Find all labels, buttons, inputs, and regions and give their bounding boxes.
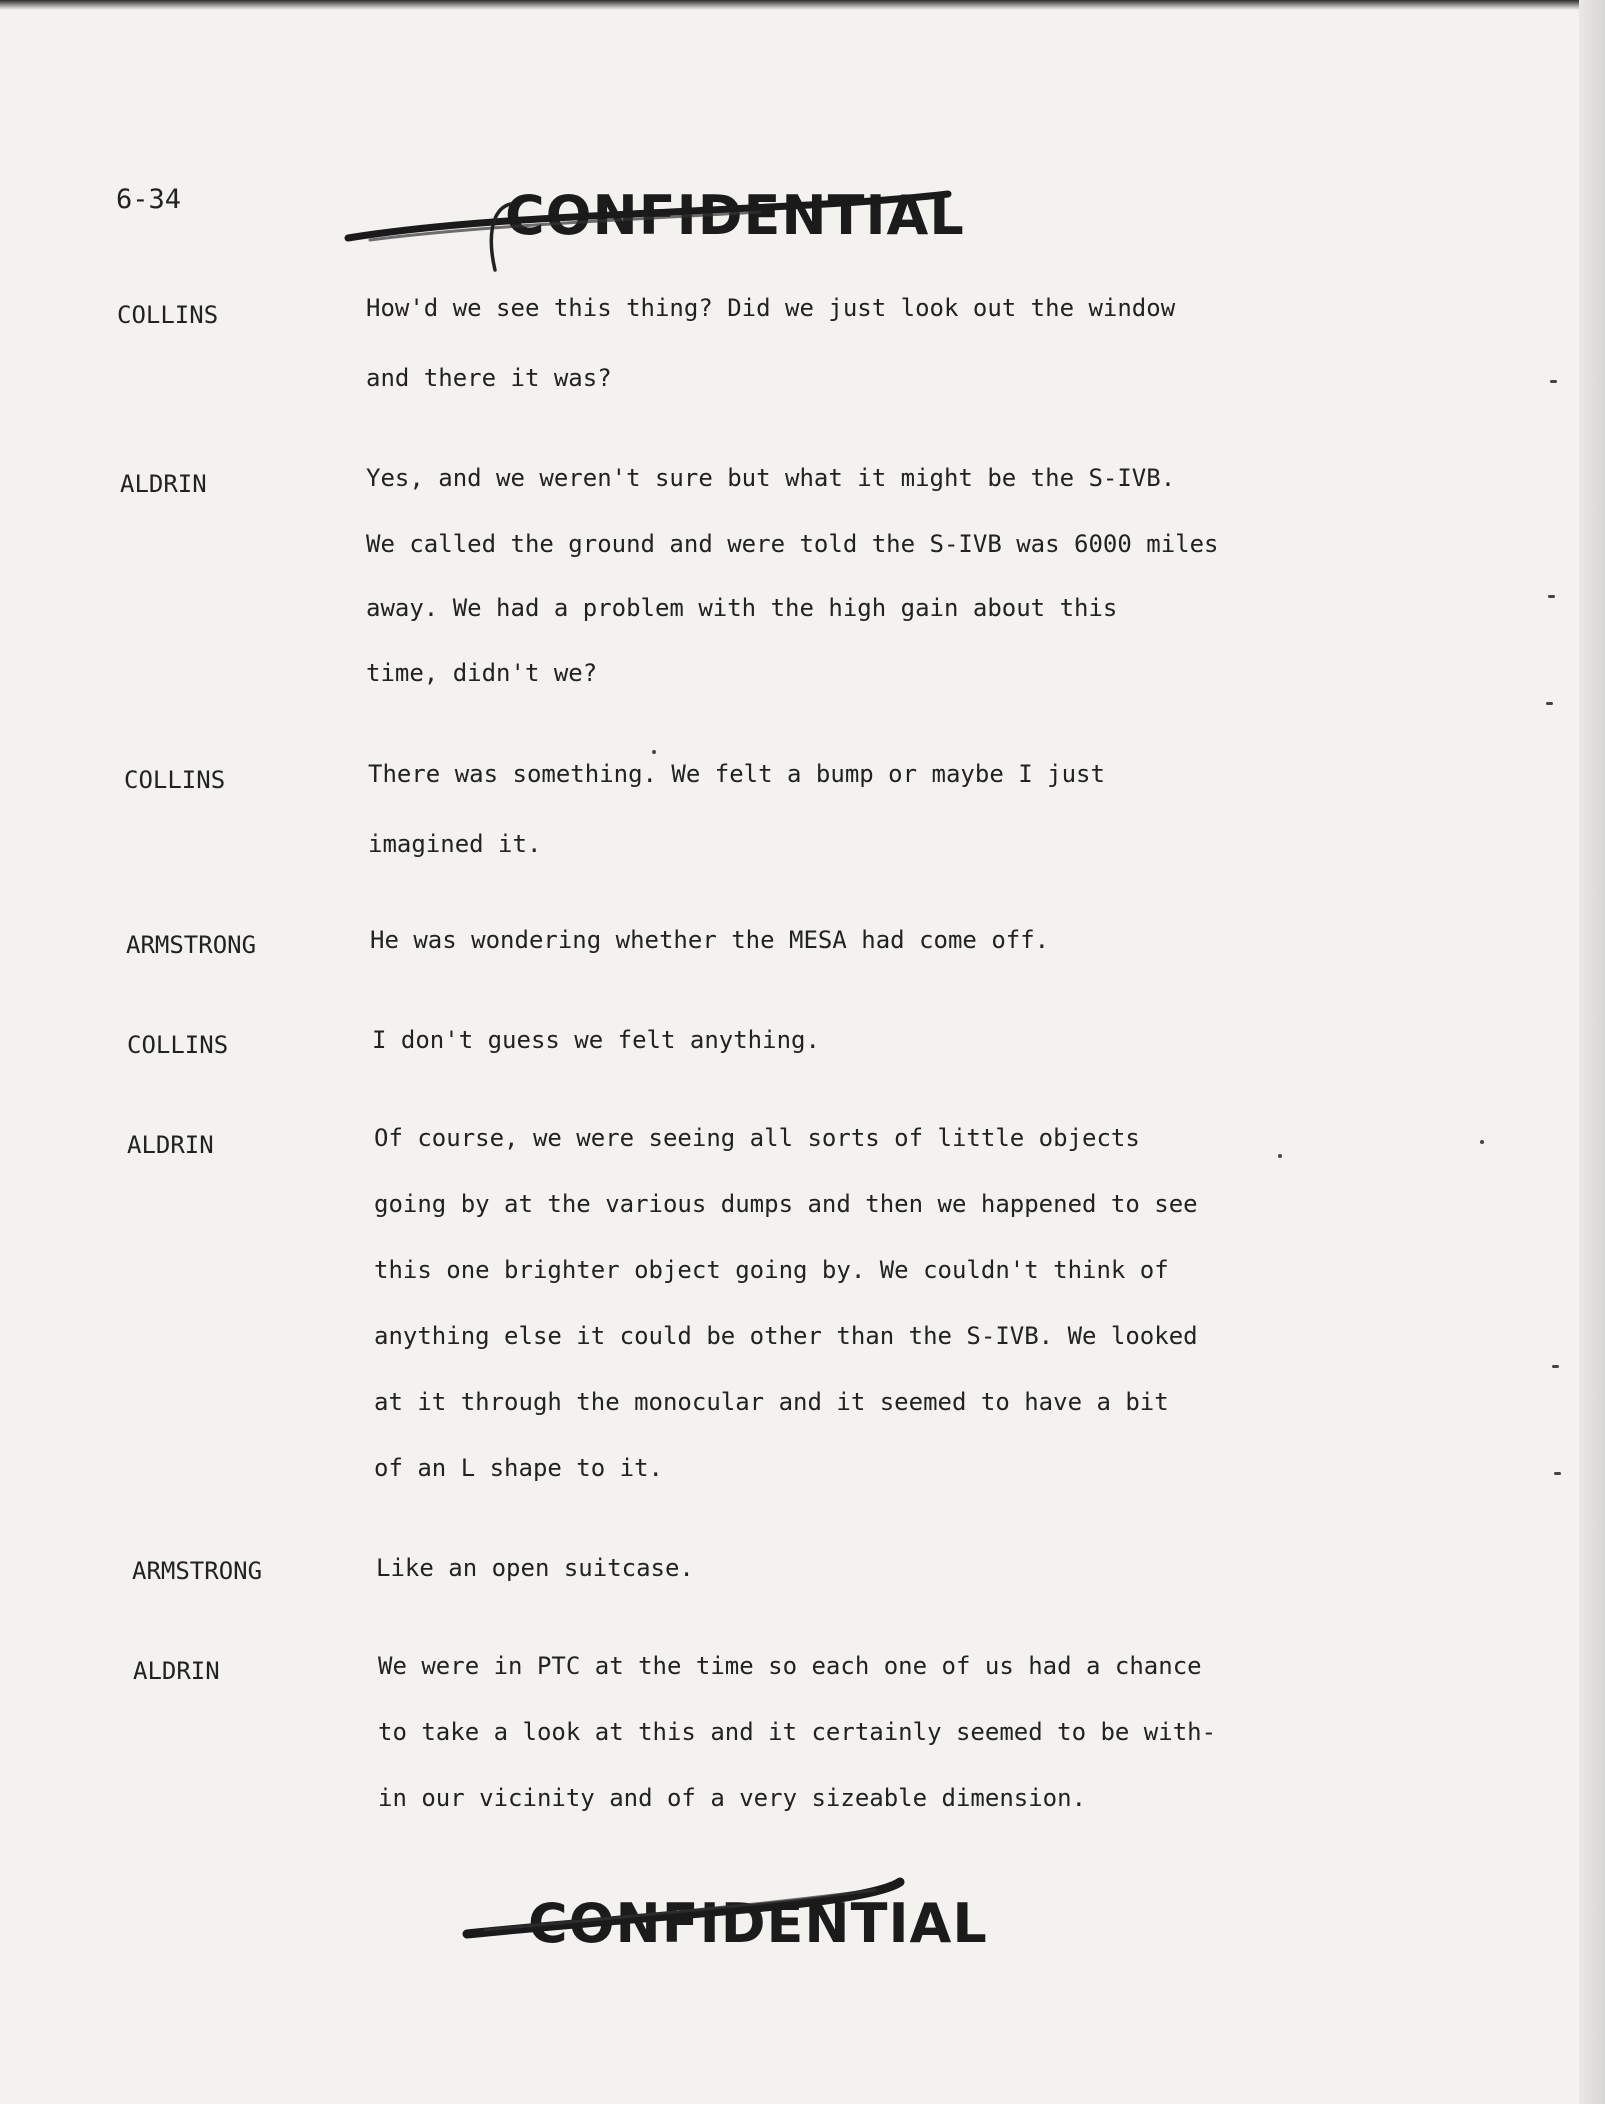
speaker-label: COLLINS (117, 301, 219, 329)
speech-line: I don't guess we felt anything. (372, 1026, 820, 1054)
scan-top-edge (0, 0, 1605, 10)
speech-line: time, didn't we? (366, 659, 598, 687)
speech-line: away. We had a problem with the high gain about this (366, 594, 1118, 622)
scan-speck (1548, 595, 1555, 598)
scan-speck (1546, 702, 1553, 705)
speech-line: of an L shape to it. (374, 1454, 663, 1482)
speech-line: Of course, we were seeing all sorts of little objects (374, 1124, 1140, 1152)
scan-speck (1278, 1154, 1282, 1158)
speech-line: and there it was? (366, 364, 612, 392)
speaker-label: COLLINS (124, 766, 226, 794)
speech-line: Yes, and we weren't sure but what it might be the S-IVB. (366, 464, 1176, 492)
confidential-stamp-bottom: CONFIDENTIAL (528, 1892, 988, 1955)
speech-line: at it through the monocular and it seemed to have a bit (374, 1388, 1169, 1416)
scan-speck (652, 750, 656, 754)
speaker-label: ARMSTRONG (126, 931, 257, 959)
speech-line: There was something. We felt a bump or maybe I just (368, 760, 1105, 788)
speaker-label: ALDRIN (127, 1131, 214, 1159)
speech-line: anything else it could be other than the S-IVB. We looked (374, 1322, 1198, 1350)
speaker-label: ALDRIN (133, 1657, 220, 1685)
page-number: 6-34 (116, 184, 182, 215)
speaker-label: COLLINS (127, 1031, 229, 1059)
speech-line: How'd we see this thing? Did we just look out the window (366, 294, 1176, 322)
speech-line: going by at the various dumps and then we happened to see (374, 1190, 1198, 1218)
scan-right-edge (1579, 0, 1605, 2104)
scan-speck (1550, 380, 1557, 383)
confidential-stamp-top: CONFIDENTIAL (505, 184, 965, 247)
speech-line: We were in PTC at the time so each one of us had a chance (378, 1652, 1202, 1680)
speech-line: to take a look at this and it certainly seemed to be with- (378, 1718, 1217, 1746)
scan-speck (1480, 1140, 1484, 1144)
speech-line: in our vicinity and of a very sizeable dimension. (378, 1784, 1087, 1812)
speech-line: We called the ground and were told the S-IVB was 6000 miles (366, 530, 1219, 558)
speech-line: He was wondering whether the MESA had come off. (370, 926, 1050, 954)
scan-speck (1552, 1365, 1559, 1368)
speaker-label: ARMSTRONG (132, 1557, 263, 1585)
speech-line: imagined it. (368, 830, 542, 858)
speech-line: Like an open suitcase. (376, 1554, 694, 1582)
speaker-label: ALDRIN (120, 470, 207, 498)
scan-speck (1554, 1472, 1561, 1475)
speech-line: this one brighter object going by. We couldn't think of (374, 1256, 1169, 1284)
